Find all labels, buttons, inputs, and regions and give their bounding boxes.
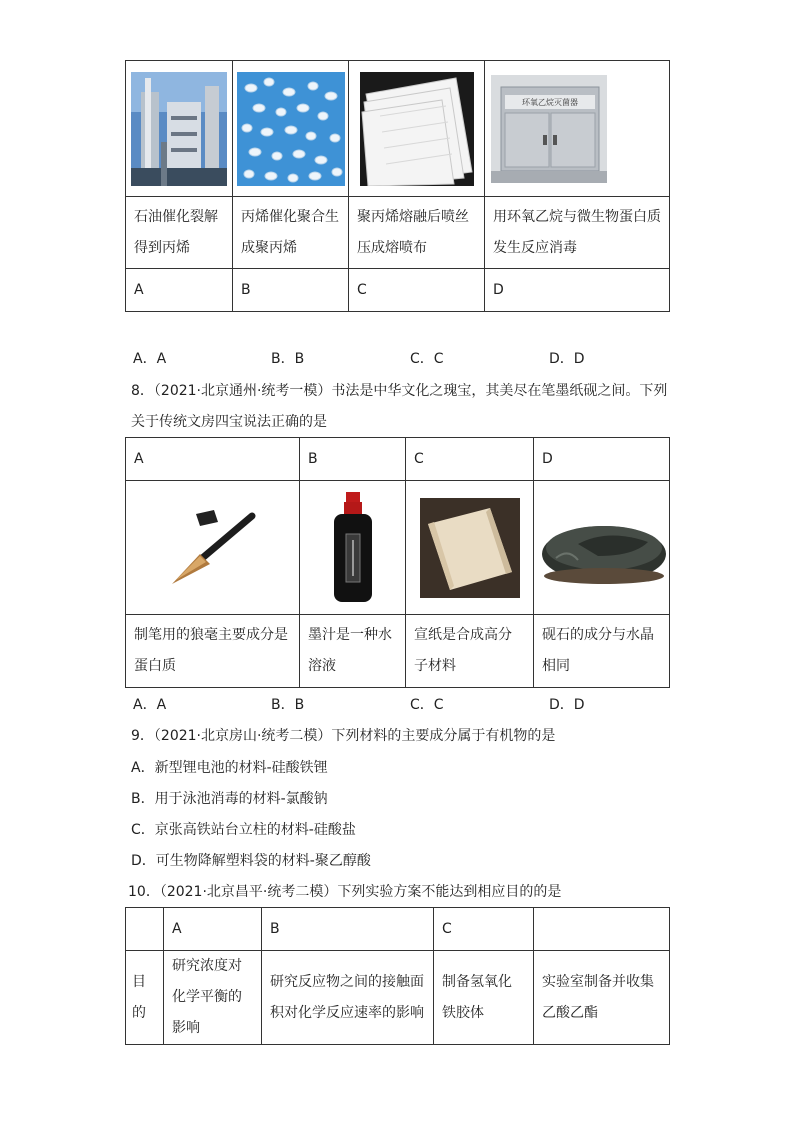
q7-image-cell-d bbox=[485, 61, 670, 197]
q10-purpose-b: 研究反应物之间的接触面积对化学反应速率的影响 bbox=[262, 951, 434, 1045]
q8-image-cell-c bbox=[406, 481, 534, 615]
q7-image-cell-c bbox=[349, 61, 485, 197]
q7-image-cell-a bbox=[126, 61, 233, 197]
q8-table bbox=[125, 437, 670, 688]
q8-image-cell-a bbox=[126, 481, 300, 615]
q9-option-b[interactable]: B．用于泳池消毒的材料-氯酸钠 bbox=[131, 791, 328, 807]
q9-option-c[interactable]: C．京张高铁站台立柱的材料-硅酸盐 bbox=[131, 822, 356, 838]
q10-letter-c: C bbox=[434, 908, 534, 951]
q7-choice-a[interactable]: A．A bbox=[133, 351, 167, 367]
q8-letter-c: C bbox=[406, 438, 534, 481]
q10-row-label: 目的 bbox=[126, 951, 164, 1045]
q10-letter-a: A bbox=[164, 908, 262, 951]
sterilizer-label: 环氧乙烷灭菌器 bbox=[522, 97, 578, 107]
q10-letter-d bbox=[534, 908, 670, 951]
q7-caption-d: 用环氧乙烷与微生物蛋白质发生反应消毒 bbox=[485, 197, 670, 269]
q10-corner-cell bbox=[126, 908, 164, 951]
q10-purpose-a: 研究浓度对化学平衡的影响 bbox=[164, 951, 262, 1045]
q8-choice-b[interactable]: B．B bbox=[271, 697, 305, 713]
meltblown-fabric-image bbox=[360, 72, 474, 186]
brush-image bbox=[166, 508, 266, 588]
q10-table bbox=[125, 907, 670, 1045]
q7-letter-d: D bbox=[485, 269, 670, 312]
ink-bottle-image bbox=[328, 490, 378, 606]
q8-caption-a: 制笔用的狼毫主要成分是蛋白质 bbox=[126, 615, 300, 688]
q10-purpose-c: 制备氢氧化铁胶体 bbox=[434, 951, 534, 1045]
q7-caption-c: 聚丙烯熔融后喷丝压成熔喷布 bbox=[349, 197, 485, 269]
q7-choice-c[interactable]: C．C bbox=[410, 351, 444, 367]
q7-letter-b: B bbox=[233, 269, 349, 312]
q8-caption-b: 墨汁是一种水溶液 bbox=[300, 615, 406, 688]
q8-letter-b: B bbox=[300, 438, 406, 481]
q8-stem-line2: 关于传统文房四宝说法正确的是 bbox=[131, 414, 327, 430]
q7-choice-d[interactable]: D．D bbox=[549, 351, 585, 367]
refinery-image bbox=[131, 72, 227, 186]
q8-caption-d: 砚石的成分与水晶相同 bbox=[534, 615, 670, 688]
q10-purpose-d: 实验室制备并收集乙酸乙酯 bbox=[534, 951, 670, 1045]
q7-image-cell-b bbox=[233, 61, 349, 197]
q8-image-cell-b bbox=[300, 481, 406, 615]
q10-letter-b: B bbox=[262, 908, 434, 951]
q10-stem: 10．（2021·北京昌平·统考二模）下列实验方案不能达到相应目的的是 bbox=[128, 884, 562, 900]
q7-table bbox=[125, 60, 670, 312]
q8-letter-a: A bbox=[126, 438, 300, 481]
q9-option-d[interactable]: D．可生物降解塑料袋的材料-聚乙醇酸 bbox=[131, 853, 371, 869]
q7-caption-b: 丙烯催化聚合生成聚丙烯 bbox=[233, 197, 349, 269]
q7-letter-a: A bbox=[126, 269, 233, 312]
q8-stem-line1: 8．（2021·北京通州·统考一模）书法是中华文化之瑰宝，其美尽在笔墨纸砚之间。下列 bbox=[131, 383, 668, 399]
q9-option-a[interactable]: A．新型锂电池的材料-硅酸铁锂 bbox=[131, 760, 328, 776]
q8-letter-d: D bbox=[534, 438, 670, 481]
q8-choice-c[interactable]: C．C bbox=[410, 697, 444, 713]
q8-choice-d[interactable]: D．D bbox=[549, 697, 585, 713]
q7-choice-b[interactable]: B．B bbox=[271, 351, 305, 367]
polypropylene-pellets-image bbox=[237, 72, 345, 186]
q7-letter-c: C bbox=[349, 269, 485, 312]
sterilizer-machine-image bbox=[491, 75, 607, 183]
inkstone-image bbox=[538, 508, 666, 588]
rice-paper-image bbox=[420, 498, 520, 598]
q8-caption-c: 宣纸是合成高分子材料 bbox=[406, 615, 534, 688]
q8-choice-a[interactable]: A．A bbox=[133, 697, 167, 713]
q9-stem: 9．（2021·北京房山·统考二模）下列材料的主要成分属于有机物的是 bbox=[131, 728, 556, 744]
q8-image-cell-d bbox=[534, 481, 670, 615]
q7-caption-a: 石油催化裂解得到丙烯 bbox=[126, 197, 233, 269]
